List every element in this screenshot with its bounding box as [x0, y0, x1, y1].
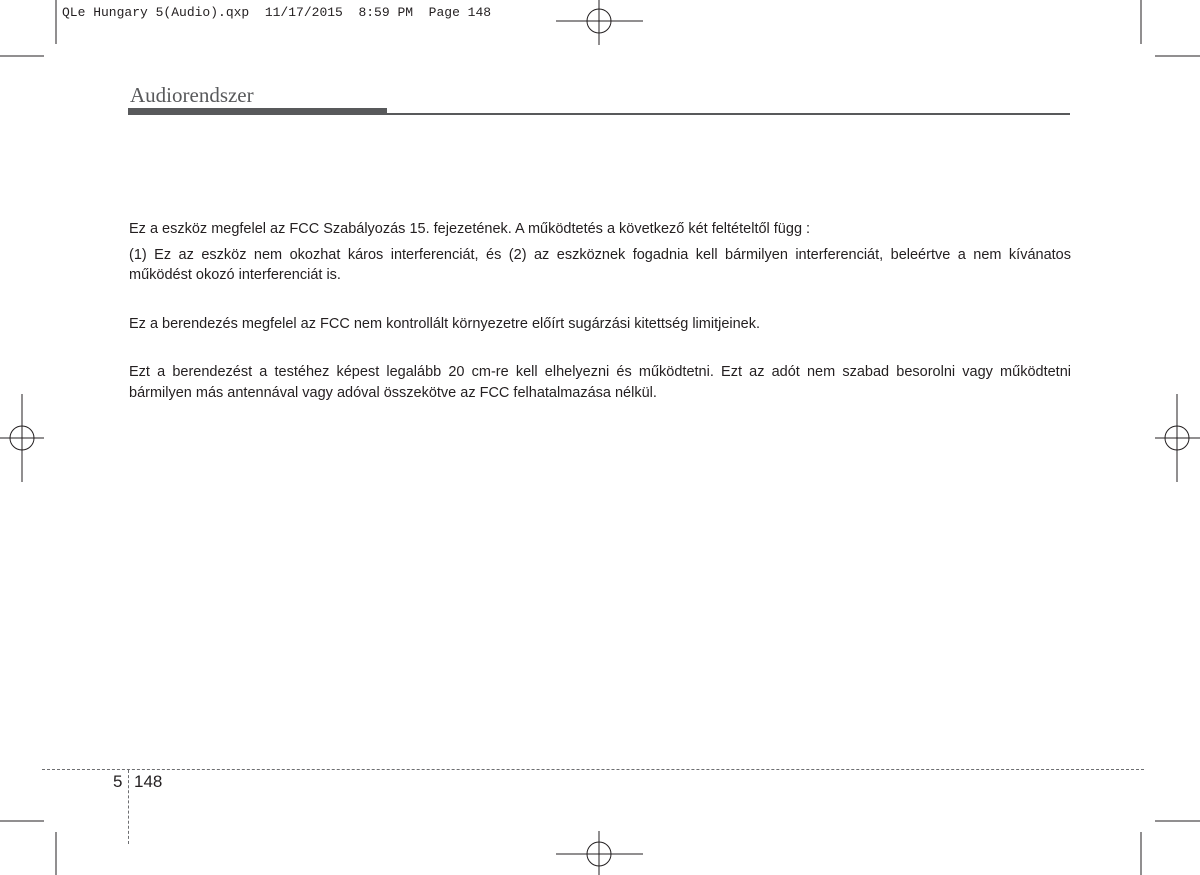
title-underline-thin	[387, 113, 1070, 115]
paragraph-conditions: (1) Ez az eszköz nem okozhat káros interferenciát, és (2) az eszköznek fogadnia kell bármilyen interferenciát, beleértve a nem kívánatos működést okozó interferenciát is.	[129, 246, 1071, 283]
paragraph-exposure-limits: Ez a berendezés megfelel az FCC nem kontrollált környezetre előírt sugárzási kitettség limitjeinek.	[129, 315, 761, 332]
paragraph-installation: Ezt a berendezést a testéhez képest legalább 20 cm-re kell elhelyezni és működtetni. Ezt az adót nem szabad besorolni vagy működtetni bármilyen más antennával vagy adóval összekötve az FCC felhatalmazása nélkül.	[129, 364, 1071, 401]
registration-mark-right	[1155, 394, 1200, 482]
registration-mark-top	[556, 0, 643, 45]
page-number: 148	[134, 772, 163, 791]
footer-dashed-divider	[128, 770, 129, 844]
body-text	[129, 219, 1071, 403]
title-underline-thick	[128, 108, 387, 115]
registration-mark-left	[0, 394, 44, 482]
section-title: Audiorendszer	[130, 83, 254, 107]
paragraph-fcc-compliance: Ez a eszköz megfelel az FCC Szabályozás 15. fejezetének. A működtetés a következő két feltételtől függ :	[129, 221, 811, 237]
footer-dashed-rule	[42, 769, 1144, 770]
print-slug: QLe Hungary 5(Audio).qxp 11/17/2015 8:59 PM Page 148	[62, 5, 492, 20]
chapter-number: 5	[113, 772, 123, 791]
registration-mark-bottom	[556, 831, 643, 875]
